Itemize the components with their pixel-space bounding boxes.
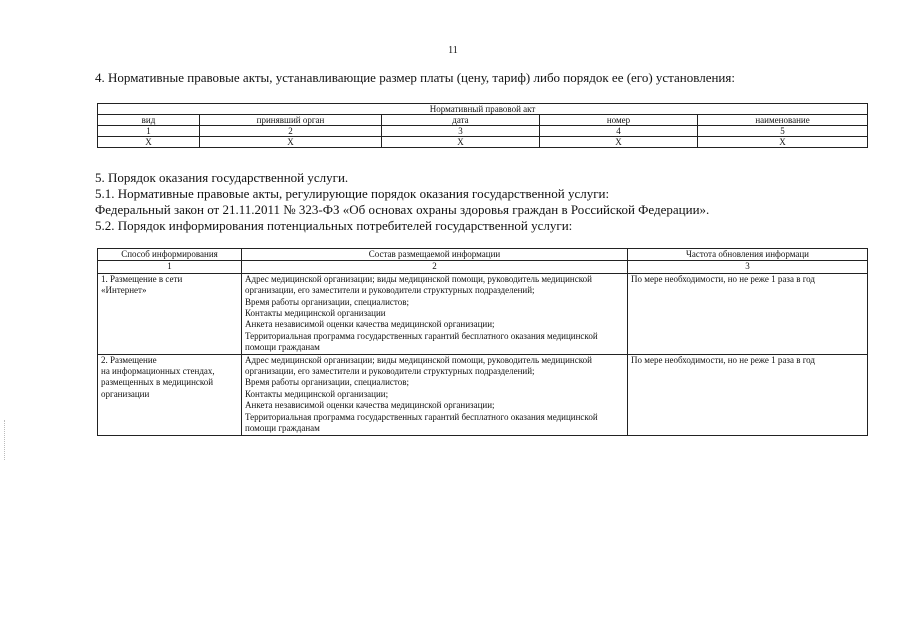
info-frequency-cell: По мере необходимости, но не реже 1 раза в год — [628, 354, 868, 435]
method-line: размещенных в медицинской — [101, 377, 214, 388]
acts-num-cell: 3 — [382, 126, 540, 137]
acts-num-cell: 4 — [540, 126, 698, 137]
page-number: 11 — [448, 45, 458, 56]
info-content-cell — [242, 354, 628, 435]
info-number-row — [98, 261, 868, 273]
acts-num-cell: 1 — [98, 126, 200, 137]
content-line: Территориальная программа государственных гарантий бесплатного оказания медицинской помощи гражданам — [245, 411, 598, 434]
acts-col-number: номер — [540, 115, 698, 126]
content-line: Территориальная программа государственных гарантий бесплатного оказания медицинской — [245, 330, 598, 341]
acts-col-type: вид — [98, 115, 200, 126]
content-line: Время работы организации, специалистов; — [245, 377, 409, 388]
info-num-cell: 2 — [242, 261, 628, 273]
method-line: на информационных стендах, — [101, 366, 215, 377]
info-content-cell — [242, 273, 628, 354]
info-col-content: Состав размещаемой информации — [242, 249, 628, 261]
acts-data-row — [98, 137, 868, 148]
acts-col-authority: принявший орган — [200, 115, 382, 126]
info-num-cell: 3 — [628, 261, 868, 273]
method-line: «Интернет» — [101, 285, 147, 296]
section-5-2-title: 5.2. Порядок информирования потенциальных потребителей государственной услуги: — [95, 218, 573, 233]
acts-group-header: Нормативный правовой акт — [98, 104, 868, 115]
content-line: Анкета независимой оценки качества медицинской организации; — [245, 319, 495, 330]
method-line: 2. Размещение — [101, 354, 157, 365]
info-col-method: Способ информирования — [98, 249, 242, 261]
method-line: 1. Размещение в сети — [101, 273, 183, 284]
info-frequency-cell: По мере необходимости, но не реже 1 раза в год — [628, 273, 868, 354]
content-line: Контакты медицинской организации; — [245, 388, 389, 399]
content-line: Адрес медицинской организации; виды медицинской помощи, руководитель медицинской организации, его заместители и руководители структурных подразделений; — [245, 354, 592, 377]
acts-col-name: наименование — [698, 115, 868, 126]
regulatory-acts-table — [97, 103, 868, 148]
federal-law-reference: Федеральный закон от 21.11.2011 № 323-ФЗ «Об основах охраны здоровья граждан в Российской Федерации». — [95, 202, 710, 217]
content-line: Время работы организации, специалистов; — [245, 296, 409, 307]
content-line: Анкета независимой оценки качества медицинской организации; — [245, 400, 495, 411]
section-5-title: 5. Порядок оказания государственной услуги. — [95, 170, 349, 185]
section-5-1-title: 5.1. Нормативные правовые акты, регулирующие порядок оказания государственной услуги: — [95, 186, 610, 201]
acts-number-row — [98, 126, 868, 137]
info-method-cell — [98, 354, 242, 435]
acts-data-cell: Х — [98, 137, 200, 148]
info-row-internet — [98, 273, 868, 354]
content-line: Адрес медицинской организации; виды медицинской помощи, руководитель медицинской организации, его заместители и руководители структурных подразделений; — [245, 273, 592, 296]
content-line: помощи гражданам — [245, 342, 320, 353]
acts-num-cell: 2 — [200, 126, 382, 137]
info-row-stands — [98, 354, 868, 435]
acts-col-date: дата — [382, 115, 540, 126]
acts-data-cell: Х — [540, 137, 698, 148]
section-4-title: 4. Нормативные правовые акты, устанавливающие размер платы (цену, тариф) либо порядок ее (его) установления: — [95, 70, 735, 85]
acts-num-cell: 5 — [698, 126, 868, 137]
info-col-frequency: Частота обновления информаци — [628, 249, 868, 261]
info-num-cell: 1 — [98, 261, 242, 273]
info-method-cell — [98, 273, 242, 354]
acts-data-cell: Х — [382, 137, 540, 148]
acts-data-cell: Х — [698, 137, 868, 148]
acts-data-cell: Х — [200, 137, 382, 148]
info-header-row — [98, 249, 868, 261]
scan-margin-mark — [4, 420, 7, 460]
acts-header-row — [98, 115, 868, 126]
content-line: Контакты медицинской организации — [245, 308, 386, 319]
method-line: организации — [101, 388, 150, 399]
informing-table — [97, 248, 868, 436]
